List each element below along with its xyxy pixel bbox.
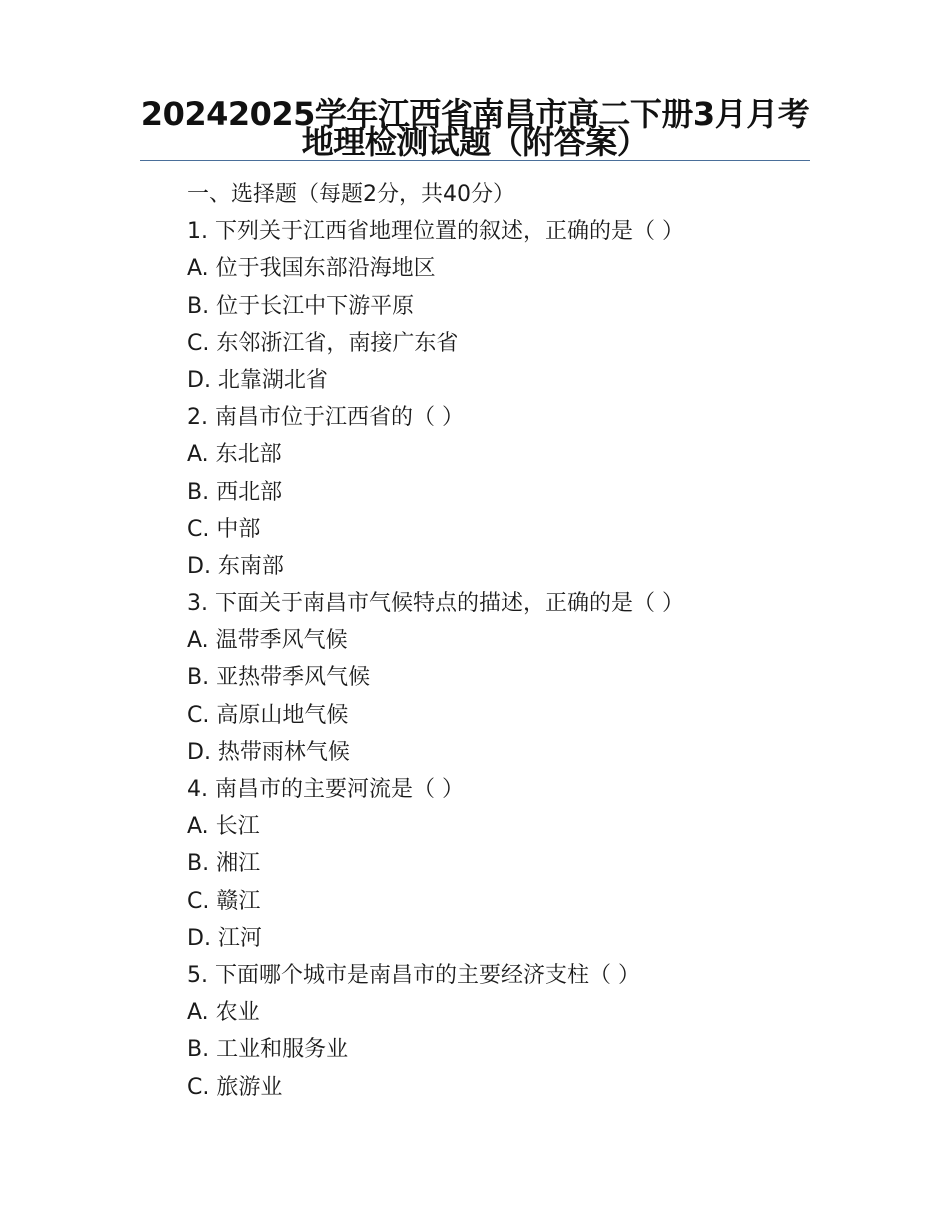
option-3b: B. 亚热带季风气候 <box>187 665 371 691</box>
option-5c: C. 旅游业 <box>187 1074 283 1100</box>
option-3c: C. 高原山地气候 <box>187 702 349 728</box>
question-4: 4. 南昌市的主要河流是（ ） <box>187 777 464 802</box>
document-title: 20242025学年江西省南昌市高二下册3月月考地理检测试题（附答案） <box>140 95 810 161</box>
option-5b: B. 工业和服务业 <box>187 1037 349 1063</box>
option-1c: C. 东邻浙江省，南接广东省 <box>187 330 459 356</box>
option-4a: A. 长江 <box>187 814 260 840</box>
option-2a: A. 东北部 <box>187 442 282 468</box>
question-1: 1. 下列关于江西省地理位置的叙述，正确的是（ ） <box>187 219 684 245</box>
option-4b: B. 湘江 <box>187 851 261 877</box>
question-5: 5. 下面哪个城市是南昌市的主要经济支柱（ ） <box>187 962 640 988</box>
option-2d: D. 东南部 <box>187 553 284 579</box>
option-3d: D. 热带雨林气候 <box>187 739 350 765</box>
option-5a: A. 农业 <box>187 1000 260 1026</box>
title-underline <box>140 160 810 161</box>
option-1b: B. 位于长江中下游平原 <box>187 293 415 319</box>
question-2: 2. 南昌市位于江西省的（ ） <box>187 405 464 431</box>
option-1a: A. 位于我国东部沿海地区 <box>187 256 436 282</box>
option-2b: B. 西北部 <box>187 479 283 505</box>
question-3: 3. 下面关于南昌市气候特点的描述，正确的是（ ） <box>187 591 684 617</box>
section-heading: 一、选择题（每题2分，共40分） <box>187 182 515 207</box>
option-4c: C. 赣江 <box>187 888 261 914</box>
option-4d: D. 江河 <box>187 925 262 951</box>
option-2c: C. 中部 <box>187 516 261 542</box>
option-1d: D. 北靠湖北省 <box>187 367 328 393</box>
question-list <box>187 176 827 1106</box>
option-3a: A. 温带季风气候 <box>187 628 348 654</box>
